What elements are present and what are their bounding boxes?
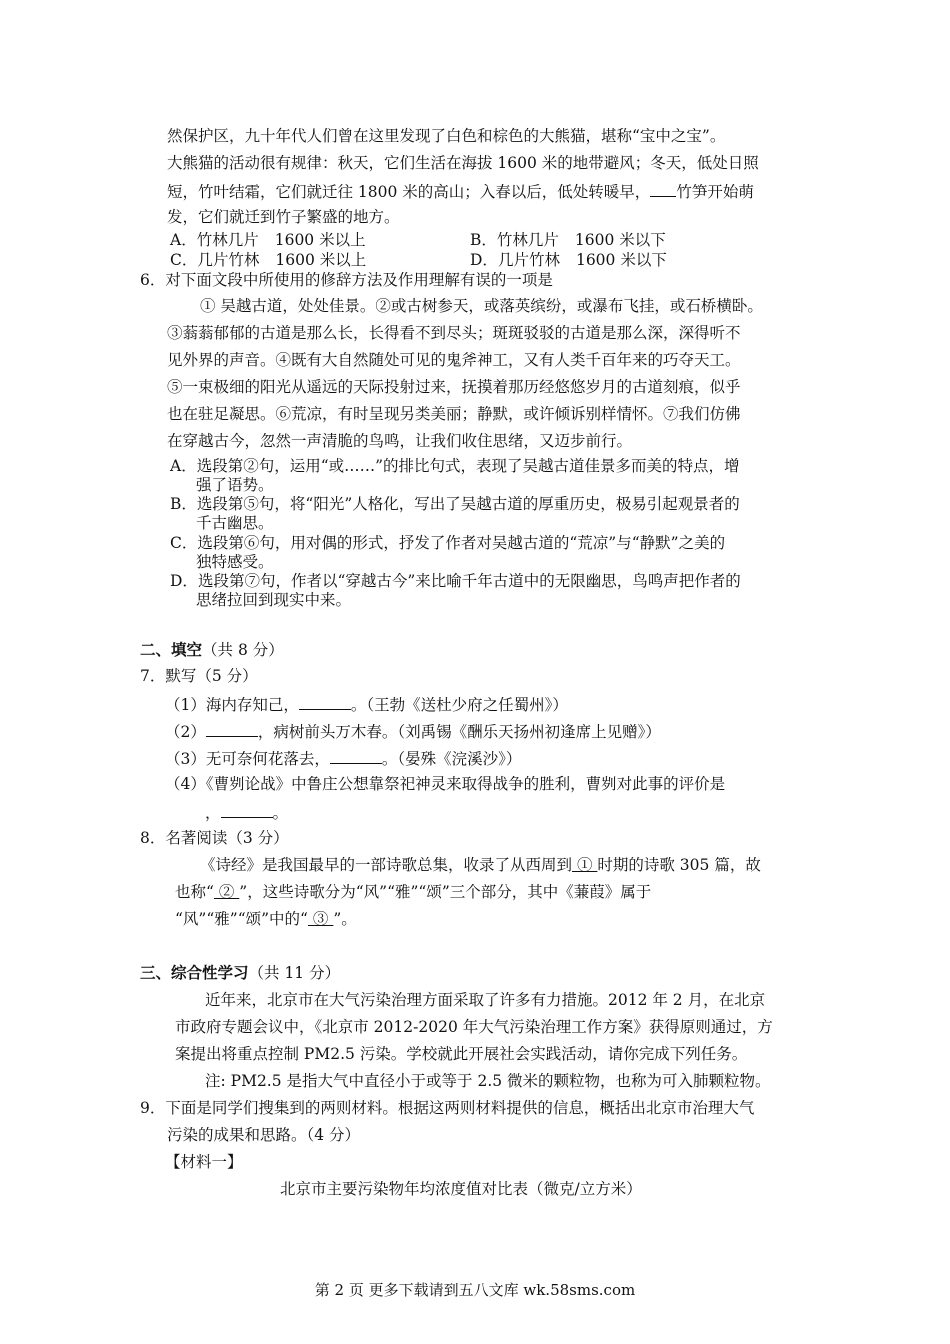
q7-title: 默写（5 分） [165, 667, 258, 685]
q5-option-d [470, 250, 667, 270]
q5-option-d-text1: 几片竹林 [497, 251, 560, 269]
q7-item-2-post: ，病树前头万木春。（刘禹锡《酬乐天扬州初逢席上见赠》） [257, 723, 661, 741]
q6-passage-line-2: ③蓊蓊郁郁的古道是那么长，长得看不到尽头；斑斑驳驳的古道是那么深，深得听不 [167, 324, 741, 342]
q6-option-b-line2: 千古幽思。 [196, 514, 274, 532]
section2-heading [140, 640, 284, 660]
q8-title: 名著阅读（3 分） [165, 829, 289, 847]
q8-line-2-post: ”，这些诗歌分为“风”“雅”“颂”三个部分，其中《蒹葭》属于 [239, 883, 652, 901]
q5-option-a-text2: 1600 米以上 [274, 231, 366, 249]
q8-blank-1: ① [572, 856, 598, 874]
q8-line-3-post: ”。 [333, 910, 357, 928]
section3-heading [140, 963, 340, 983]
q7-item-2-blank [206, 720, 258, 737]
q8-line-1 [200, 855, 761, 875]
q7-item-3-post: 。（晏殊《浣溪沙》） [381, 750, 522, 768]
q5-option-a-text1: 竹林几片 [196, 231, 259, 249]
q5-option-b-text1: 竹林几片 [496, 231, 559, 249]
q5-option-d-label: D． [470, 251, 498, 269]
q7-item-4-blank [221, 801, 273, 818]
q5-passage-line-3 [167, 180, 754, 202]
q5-passage-line-4: 发，它们就迁到竹子繁盛的地方。 [167, 208, 400, 226]
q6-passage-line-3: 见外界的声音。④既有大自然随处可见的鬼斧神工，又有人类千百年来的巧夺天工。 [167, 351, 741, 369]
q8-blank-3: ③ [307, 910, 334, 928]
q5-option-c-text2: 1600 米以上 [275, 251, 367, 269]
material-1-label: 【材料一】 [165, 1153, 243, 1171]
q7-item-1 [165, 693, 568, 715]
q5-option-c-text1: 几片竹林 [197, 251, 260, 269]
section3-note: 注: PM2.5 是指大气中直径小于或等于 2.5 微米的颗粒物，也称为可入肺颗粒物。 [205, 1072, 771, 1090]
q6-option-b [170, 494, 740, 514]
q7-item-2 [165, 720, 661, 742]
q8-heading [140, 828, 289, 848]
q7-item-1-post: 。（王勃《送杜少府之任蜀州》） [350, 696, 568, 714]
q7-item-4-line2 [205, 801, 288, 823]
section2-score: （共 8 分） [202, 641, 284, 659]
q7-item-3-pre: （3）无可奈何花落去， [165, 750, 330, 768]
q6-passage-line-1: ① 吴越古道，处处佳景。②或古树参天，或落英缤纷，或瀑布飞挂，或石桥横卧。 [200, 297, 763, 315]
q8-line-3 [175, 909, 357, 929]
q9-line-1 [140, 1098, 754, 1118]
q6-stem-text: 对下面文段中所使用的修辞方法及作用理解有误的一项是 [165, 271, 553, 289]
q5-blank [650, 180, 676, 197]
q8-blank-2: ② [213, 883, 240, 901]
q7-item-1-pre: （1）海内存知己， [165, 696, 299, 714]
page-footer: 第 2 页 更多下载请到五八文库 wk.58sms.com [314, 1281, 636, 1299]
q8-number: 8． [140, 829, 166, 847]
q7-number: 7． [140, 667, 166, 685]
q6-option-d [170, 571, 741, 591]
q6-option-c [170, 533, 725, 553]
q8-line-1-post: 时期的诗歌 305 篇，故 [597, 856, 761, 874]
section3-score: （共 11 分） [248, 964, 341, 982]
q5-option-a-label: A． [170, 231, 197, 249]
q5-option-c-label: C． [170, 251, 198, 269]
q9-line-1-text: 下面是同学们搜集到的两则材料。根据这两则材料提供的信息，概括出北京市治理大气 [165, 1099, 755, 1117]
q6-passage-line-6: 在穿越古今，忽然一声清脆的鸟鸣，让我们收住思绪，又迈步前行。 [167, 432, 633, 450]
q7-item-1-blank [299, 693, 351, 710]
q6-passage-line-4: ⑤一束极细的阳光从遥远的天际投射过来，抚摸着那历经悠悠岁月的古道刻痕，似乎 [167, 378, 741, 396]
q8-line-3-pre: “风”“雅”“颂”中的“ [175, 910, 308, 928]
q6-option-a-line2: 强了语势。 [196, 476, 274, 494]
q5-option-b [470, 230, 666, 250]
q5-option-d-text2: 1600 米以下 [575, 251, 667, 269]
q7-item-4-pre: （4）《曹刿论战》中鲁庄公想靠祭祀神灵来取得战争的胜利，曹刿对此事的评价是 [165, 775, 726, 793]
q6-option-d-line1: 选段第⑦句，作者以“穿越古今”来比喻千年古道中的无限幽思，鸟鸣声把作者的 [197, 572, 741, 590]
section2-title: 二、填空 [140, 640, 203, 659]
q7-heading [140, 666, 258, 686]
q5-passage-line-3-tail: 竹笋开始萌 [676, 183, 754, 201]
q6-option-b-label: B． [170, 495, 197, 513]
q6-option-b-line1: 选段第⑤句，将“阳光”人格化，写出了吴越古道的厚重历史，极易引起观景者的 [196, 495, 740, 513]
q6-passage-line-5: 也在驻足凝思。⑥荒凉，有时呈现另类美丽；静默，或许倾诉别样情怀。⑦我们仿佛 [167, 405, 741, 423]
q7-item-3-blank [330, 747, 382, 764]
q8-line-1-pre: 《诗经》是我国最早的一部诗歌总集，收录了从西周到 [200, 856, 573, 874]
q5-option-b-label: B． [470, 231, 497, 249]
q5-passage-line-1: 然保护区，九十年代人们曾在这里发现了白色和棕色的大熊猫，堪称“宝中之宝”。 [167, 127, 726, 145]
q8-line-2-pre: 也称“ [175, 883, 214, 901]
q6-option-a [170, 456, 740, 476]
table-title: 北京市主要污染物年均浓度值对比表（微克/立方米） [280, 1180, 642, 1198]
q7-item-4-line2-post: 。 [272, 804, 289, 822]
q5-option-row-1 [170, 230, 366, 250]
q6-option-d-line2: 思绪拉回到现实中来。 [196, 591, 352, 609]
section3-intro-line-2: 市政府专题会议中，《北京市 2012-2020 年大气污染治理工作方案》获得原则通过，方 [175, 1018, 773, 1036]
q9-line-2: 污染的成果和思路。（4 分） [167, 1126, 361, 1144]
q8-line-2 [175, 882, 651, 902]
q5-passage-line-3-text: 短，竹叶结霜，它们就迁往 1800 米的高山；入春以后，低处转暖早， [167, 183, 651, 201]
q6-option-c-line1: 选段第⑥句，用对偶的形式，抒发了作者对吴越古道的“荒凉”与“静默”之美的 [197, 534, 726, 552]
q7-item-2-pre: （2） [165, 723, 206, 741]
q5-option-c [170, 250, 366, 270]
q5-passage-line-2: 大熊猫的活动很有规律：秋天，它们生活在海拔 1600 米的地带避风；冬天，低处日照 [167, 154, 759, 172]
section3-intro-line-3: 案提出将重点控制 PM2.5 污染。学校就此开展社会实践活动，请你完成下列任务。 [175, 1045, 748, 1063]
q7-item-4 [165, 774, 725, 794]
q6-option-a-label: A． [170, 457, 197, 475]
q6-option-d-label: D． [170, 572, 198, 590]
q9-number: 9． [140, 1099, 166, 1117]
section3-intro-line-1: 近年来，北京市在大气污染治理方面采取了许多有力措施。2012 年 2 月，在北京 [205, 991, 766, 1009]
q7-item-4-line2-pre: ， [205, 804, 221, 822]
q5-option-b-text2: 1600 米以下 [574, 231, 666, 249]
q6-option-c-label: C． [170, 534, 198, 552]
q7-item-3 [165, 747, 521, 769]
q6-option-a-line1: 选段第②句，运用“或……”的排比句式，表现了吴越古道佳景多而美的特点，增 [196, 457, 740, 475]
q6-number: 6． [140, 271, 166, 289]
q6-option-c-line2: 独特感受。 [196, 553, 274, 571]
q6-stem [140, 270, 553, 290]
section3-title: 三、综合性学习 [140, 963, 249, 982]
